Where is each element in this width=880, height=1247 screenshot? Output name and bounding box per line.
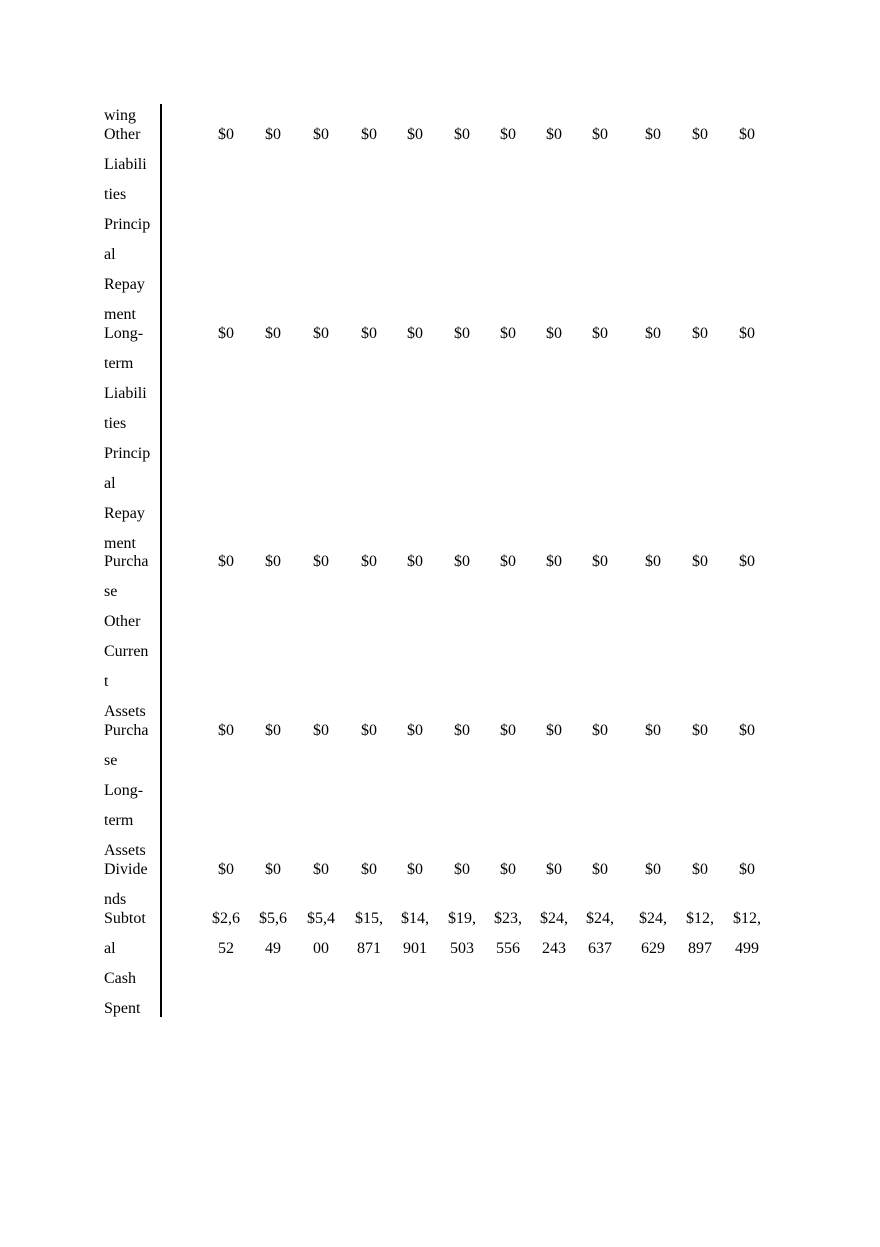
- table-cell: $0: [645, 325, 661, 342]
- table-cell: $0: [500, 126, 516, 143]
- table-cell: $0: [361, 553, 377, 570]
- table-cell: $0: [361, 126, 377, 143]
- table-cell: $0: [407, 553, 423, 570]
- table-cell: $0: [500, 553, 516, 570]
- table-cell: $0: [218, 325, 234, 342]
- table-cell: $15, 871: [355, 910, 383, 957]
- table-cell: $0: [692, 325, 708, 342]
- table-cell: $0: [739, 325, 755, 342]
- table-cell: $0: [265, 553, 281, 570]
- table-cell: $0: [218, 722, 234, 739]
- table-cell: $0: [265, 722, 281, 739]
- table-cell: $0: [500, 325, 516, 342]
- table-cell: $0: [592, 126, 608, 143]
- table-cell: $14, 901: [401, 910, 429, 957]
- table-cell: $0: [739, 126, 755, 143]
- table-cell: $12, 499: [733, 910, 761, 957]
- table-cell: $5,4 00: [307, 910, 335, 957]
- table-cell: $12, 897: [686, 910, 714, 957]
- table-cell: $0: [361, 722, 377, 739]
- table-cell: $0: [265, 861, 281, 878]
- table-cell: $0: [454, 553, 470, 570]
- table-cell: $0: [546, 861, 562, 878]
- table-cell: $5,6 49: [259, 910, 287, 957]
- table-cell: $0: [645, 861, 661, 878]
- table-cell: $0: [218, 126, 234, 143]
- table-cell: $0: [692, 126, 708, 143]
- table-cell: $0: [546, 553, 562, 570]
- table-cell: $2,6 52: [212, 910, 240, 957]
- table-cell: $0: [645, 722, 661, 739]
- row-label: Long- term Liabili ties Princip al Repay ment: [104, 325, 151, 552]
- table-cell: $0: [592, 553, 608, 570]
- row-label: Purcha se Other Curren t Assets: [104, 553, 149, 720]
- table-cell: $0: [361, 861, 377, 878]
- table-cell: $0: [692, 722, 708, 739]
- table-cell: $0: [313, 722, 329, 739]
- table-cell: $24, 243: [540, 910, 568, 957]
- table-cell: $0: [546, 325, 562, 342]
- table-cell: $0: [692, 861, 708, 878]
- table-cell: $0: [454, 722, 470, 739]
- table-cell: $0: [407, 325, 423, 342]
- table-cell: $24, 629: [639, 910, 667, 957]
- table-cell: $0: [546, 722, 562, 739]
- table-cell: $0: [265, 126, 281, 143]
- table-cell: $0: [592, 722, 608, 739]
- table-column-divider: [160, 104, 162, 1017]
- table-cell: $0: [546, 126, 562, 143]
- row-label: Divide nds: [104, 861, 148, 908]
- table-cell: $0: [218, 553, 234, 570]
- table-cell: $0: [739, 722, 755, 739]
- table-cell: $23, 556: [494, 910, 522, 957]
- table-cell: $0: [739, 861, 755, 878]
- table-cell: $0: [739, 553, 755, 570]
- table-cell: $0: [313, 325, 329, 342]
- table-cell: $0: [500, 861, 516, 878]
- table-cell: $0: [407, 126, 423, 143]
- table-cell: $0: [592, 861, 608, 878]
- table-cell: $24, 637: [586, 910, 614, 957]
- table-cell: $0: [407, 861, 423, 878]
- table-cell: $0: [645, 126, 661, 143]
- table-cell: $0: [454, 861, 470, 878]
- row-label: Subtot al Cash Spent: [104, 910, 146, 1017]
- table-cell: $19, 503: [448, 910, 476, 957]
- table-cell: $0: [692, 553, 708, 570]
- table-cell: $0: [407, 722, 423, 739]
- row-label: Purcha se Long- term Assets: [104, 722, 149, 859]
- table-cell: $0: [500, 722, 516, 739]
- table-cell: $0: [454, 325, 470, 342]
- table-cell: $0: [265, 325, 281, 342]
- table-cell: $0: [454, 126, 470, 143]
- table-cell: $0: [592, 325, 608, 342]
- table-cell: $0: [313, 126, 329, 143]
- table-cell: $0: [218, 861, 234, 878]
- row-label: Other Liabili ties Princip al Repay ment: [104, 126, 151, 323]
- table-cell: $0: [313, 861, 329, 878]
- table-cell: $0: [313, 553, 329, 570]
- table-cell: $0: [361, 325, 377, 342]
- table-cell: $0: [645, 553, 661, 570]
- continued-row-label: wing: [104, 107, 136, 124]
